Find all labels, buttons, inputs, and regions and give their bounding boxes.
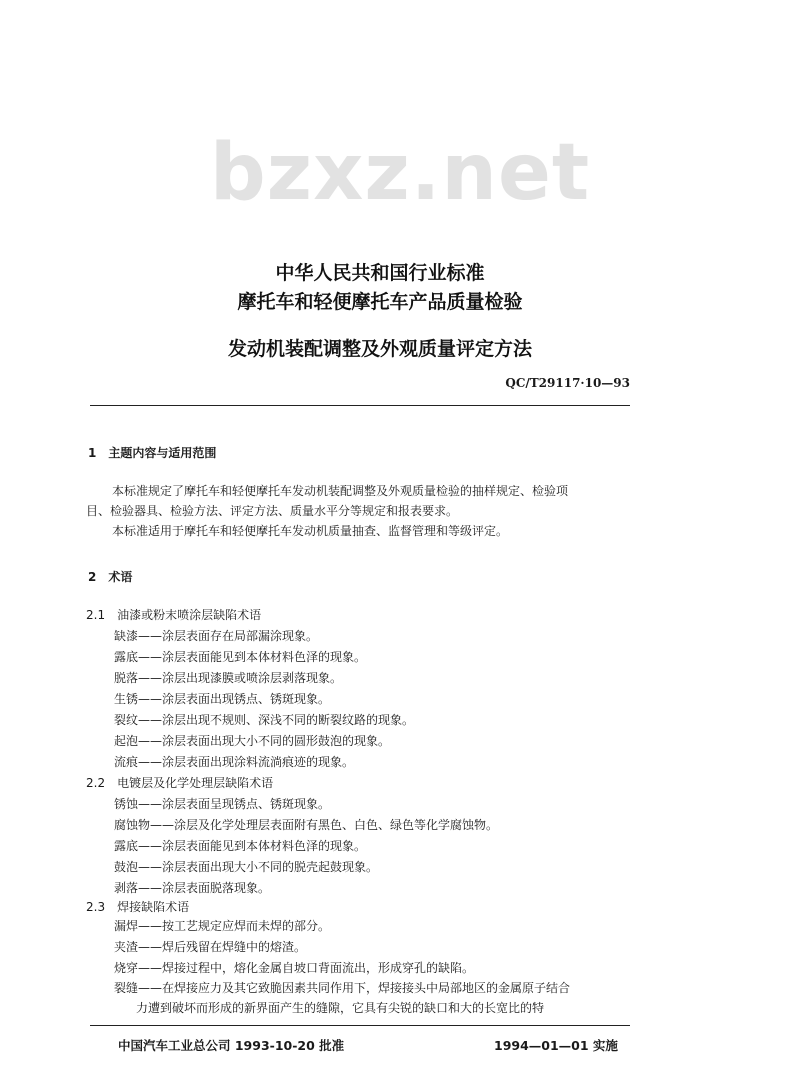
footer-rule [90, 1025, 630, 1026]
watermark: bzxz.net [209, 128, 591, 218]
term-item: 烧穿——焊接过程中，熔化金属自坡口背面流出，形成穿孔的缺陷。 [114, 961, 475, 975]
section-2-heading: 2 术语 [88, 570, 133, 584]
section-1-paragraph-1-line-1: 本标准规定了摩托车和轻便摩托车发动机装配调整及外观质量检验的抽样规定、检验项 [112, 484, 569, 498]
term-item: 漏焊——按工艺规定应焊而未焊的部分。 [114, 919, 331, 933]
term-item: 起泡——涂层表面出现大小不同的圆形鼓泡的现象。 [114, 734, 391, 748]
section-2-3-heading: 2.3 焊接缺陷术语 [86, 900, 190, 914]
header-title-line-2: 摩托车和轻便摩托车产品质量检验 [237, 291, 523, 313]
header-title-line-1: 中华人民共和国行业标准 [275, 262, 485, 284]
approval-info: 中国汽车工业总公司 1993-10-20 批准 [118, 1038, 345, 1053]
section-2-1-heading: 2.1 油漆或粉末喷涂层缺陷术语 [86, 608, 262, 622]
standard-code: QC/T29117·10—93 [505, 376, 630, 390]
term-item: 脱落——涂层出现漆膜或喷涂层剥落现象。 [114, 671, 343, 685]
section-1-paragraph-1-line-2: 目、检验器具、检验方法、评定方法、质量水平分等规定和报表要求。 [86, 504, 459, 518]
section-1-heading: 1 主题内容与适用范围 [88, 446, 217, 460]
term-item: 腐蚀物——涂层及化学处理层表面附有黑色、白色、绿色等化学腐蚀物。 [114, 818, 499, 832]
document-title: 发动机装配调整及外观质量评定方法 [227, 338, 532, 360]
term-item: 锈蚀——涂层表面呈现锈点、锈斑现象。 [114, 797, 331, 811]
term-item: 夹渣——焊后残留在焊缝中的熔渣。 [114, 940, 307, 954]
term-item: 露底——涂层表面能见到本体材料色泽的现象。 [114, 650, 367, 664]
term-item: 流痕——涂层表面出现涂料流淌痕迹的现象。 [114, 755, 355, 769]
header-rule [90, 405, 630, 406]
term-item: 鼓泡——涂层表面出现大小不同的脱壳起鼓现象。 [114, 860, 379, 874]
term-item-continuation: 力遭到破坏而形成的新界面产生的缝隙，它具有尖锐的缺口和大的长宽比的特 [136, 1001, 545, 1015]
implementation-date: 1994—01—01 实施 [494, 1038, 618, 1053]
term-item: 生锈——涂层表面出现锈点、锈斑现象。 [114, 692, 331, 706]
term-item: 露底——涂层表面能见到本体材料色泽的现象。 [114, 839, 367, 853]
term-item: 剥落——涂层表面脱落现象。 [114, 881, 271, 895]
term-item: 缺漆——涂层表面存在局部漏涂现象。 [114, 629, 319, 643]
section-1-paragraph-2: 本标准适用于摩托车和轻便摩托车发动机质量抽查、监督管理和等级评定。 [112, 524, 509, 538]
term-item: 裂缝——在焊接应力及其它致脆因素共同作用下，焊接接头中局部地区的金属原子结合 [114, 981, 571, 995]
section-2-2-heading: 2.2 电镀层及化学处理层缺陷术语 [86, 776, 274, 790]
term-item: 裂纹——涂层出现不规则、深浅不同的断裂纹路的现象。 [114, 713, 415, 727]
